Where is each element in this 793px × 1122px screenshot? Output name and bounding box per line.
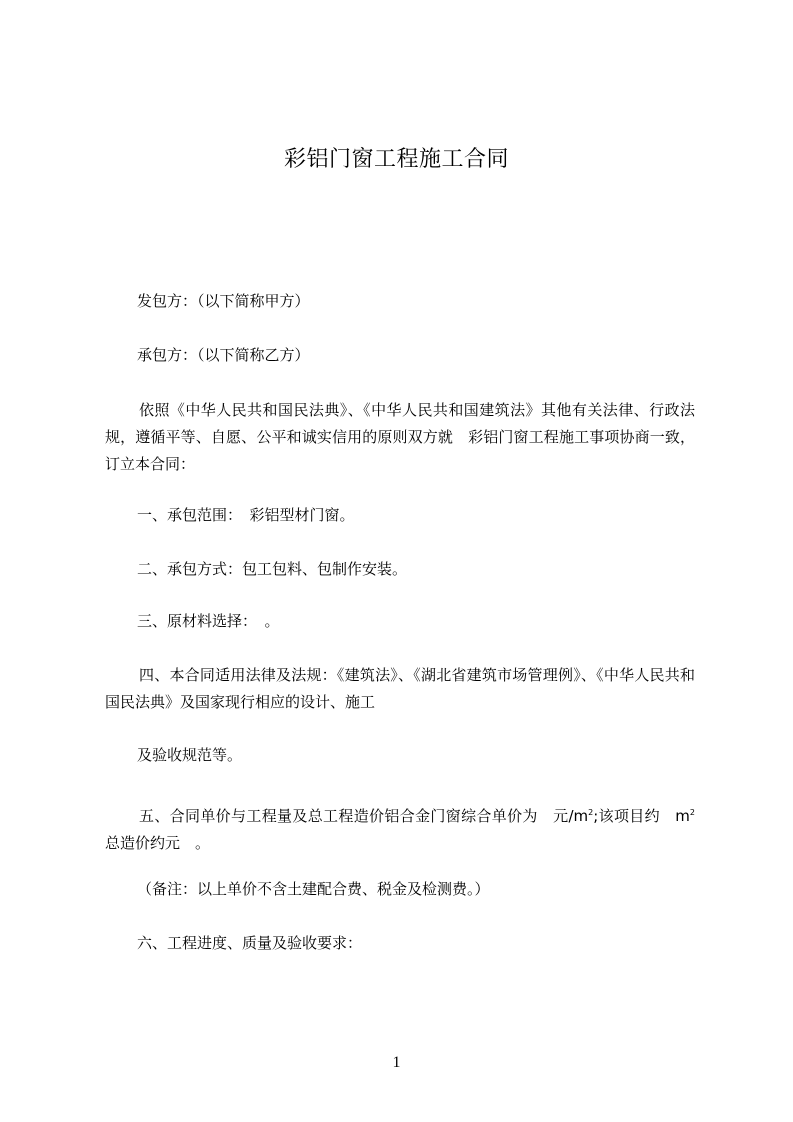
clause-progress: 六、工程进度、质量及验收要求： [137,934,363,952]
clause-price-part2: ;该项目约 m [593,807,690,825]
party-a-line: 发包方：（以下简称甲方） [137,292,310,310]
preamble-text: 依照《中华人民共和国民法典》、《中华人民共和国建筑法》其他有关法律、行政法规，遵循平等、自愿、公平和诚实信用的原则双方就 彩铝门窗工程施工事项协商一致，订立本合同： [105,401,695,473]
clause-price-part3: 总造价约元 。 [105,834,211,852]
clause-laws-text: 四、本合同适用法律及法规：《建筑法》、《湖北省建筑市场管理例》、《中华人民共和国民法典》及国家现行相应的设计、施工 [105,666,695,711]
page-number: 1 [392,1054,401,1071]
price-note: （备注：以上单价不含土建配合费、税金及检测费。） [137,880,490,898]
clause-price-text [105,799,695,857]
contract-title: 彩铝门窗工程施工合同 [283,147,509,172]
clause-laws-continuation: 及验收规范等。 [137,746,243,764]
unit-superscript-1: 2 [588,808,594,817]
clause-price-part1: 五、合同单价与工程量及总工程造价铝合金门窗综合单价为 元/m [139,807,589,825]
clause-scope: 一、承包范围： 彩铝型材门窗。 [137,506,355,524]
clause-price-paragraph [105,799,695,857]
clause-materials: 三、原材料选择： 。 [137,612,280,630]
clause-method: 二、承包方式：包工包料、包制作安装。 [137,560,408,578]
unit-superscript-2: 2 [689,808,696,817]
preamble-paragraph [105,397,695,478]
clause-laws-paragraph [105,662,695,716]
party-b-line: 承包方：（以下简称乙方） [137,346,310,364]
